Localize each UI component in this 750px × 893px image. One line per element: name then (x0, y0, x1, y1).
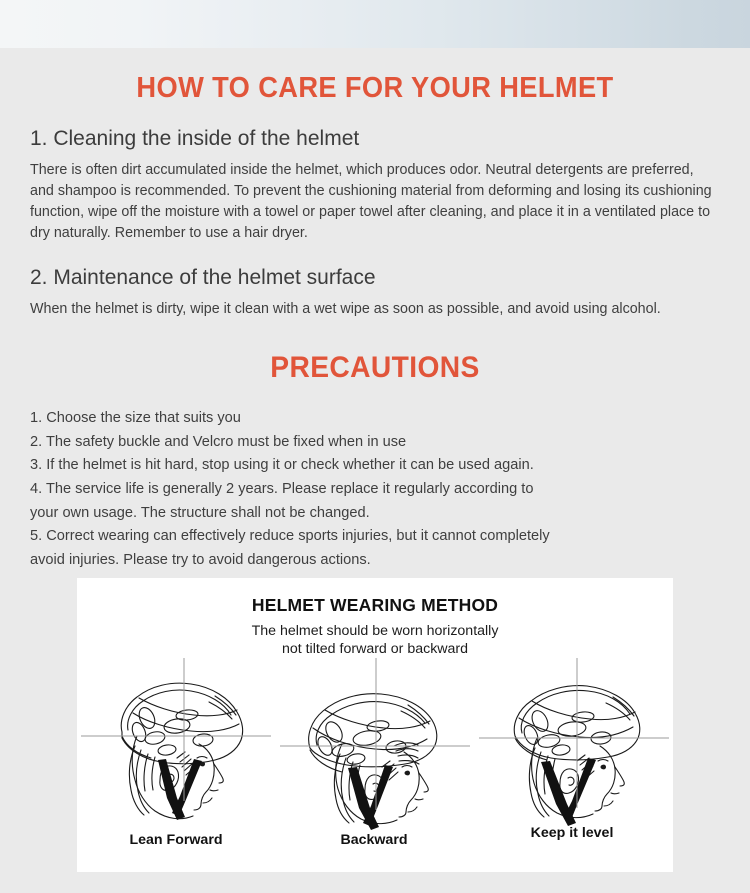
section-heading-cleaning: 1. Cleaning the inside of the helmet (30, 127, 360, 150)
chin-strap (158, 759, 202, 820)
section-body-maintenance: When the helmet is dirty, wipe it clean with a wet wipe as soon as possible, and avoid using alcohol. (30, 301, 661, 318)
section-heading-maintenance: 2. Maintenance of the helmet surface (30, 266, 376, 290)
helmet-head-level-illustration (479, 658, 669, 838)
figure-caption-backward: Backward (340, 832, 408, 848)
diagram-subtitle (77, 623, 673, 659)
precautions-list (30, 407, 720, 571)
precaution-item: 4. The service life is generally 2 years. Please replace it regularly according to (30, 481, 534, 498)
guide-lines (280, 658, 470, 810)
figure-backward (276, 658, 475, 843)
figure-caption-lean-forward: Lean Forward (129, 832, 223, 848)
top-gradient-band (0, 0, 750, 48)
precautions-title: PRECAUTIONS (270, 351, 480, 385)
precaution-item: 5. Correct wearing can effectively reduce sports injuries, but it cannot completely (30, 528, 550, 545)
guide-lines (479, 658, 669, 808)
diagram-subtitle-line1: The helmet should be worn horizontally (251, 623, 499, 639)
precaution-item: 3. If the helmet is hit hard, stop using it or check whether it can be used again. (30, 457, 534, 474)
helmet-wearing-method-panel (77, 578, 673, 872)
precaution-item: avoid injuries. Please try to avoid dangerous actions. (30, 552, 371, 569)
precaution-item: your own usage. The structure shall not be changed. (30, 504, 370, 521)
figure-keep-it-level (474, 658, 673, 843)
diagram-figures (77, 658, 673, 843)
helmet-head-forward-illustration (81, 658, 271, 838)
figure-lean-forward (77, 658, 276, 843)
diagram-title: HELMET WEARING METHOD (251, 595, 499, 615)
precaution-item: 1. Choose the size that suits you (30, 410, 241, 427)
diagram-subtitle-line2: not tilted forward or backward (281, 640, 469, 657)
figure-caption-keep-it-level: Keep it level (530, 825, 614, 841)
page-title: HOW TO CARE FOR YOUR HELMET (136, 72, 614, 104)
precaution-item: 2. The safety buckle and Velcro must be fixed when in use (30, 433, 407, 450)
chin-strap (348, 765, 393, 830)
section-body-cleaning: There is often dirt accumulated inside the helmet, which produces odor. Neutral detergents are preferred, and shampoo is recommended. To prevent the cushioning material from deforming and losing its cushioning function, wipe off the moisture with a towel or paper towel after cleaning, and place it in a ventilated place to dry naturally. Remember to use a hair dryer. (30, 162, 712, 242)
helmet-head-backward-illustration (280, 658, 470, 838)
